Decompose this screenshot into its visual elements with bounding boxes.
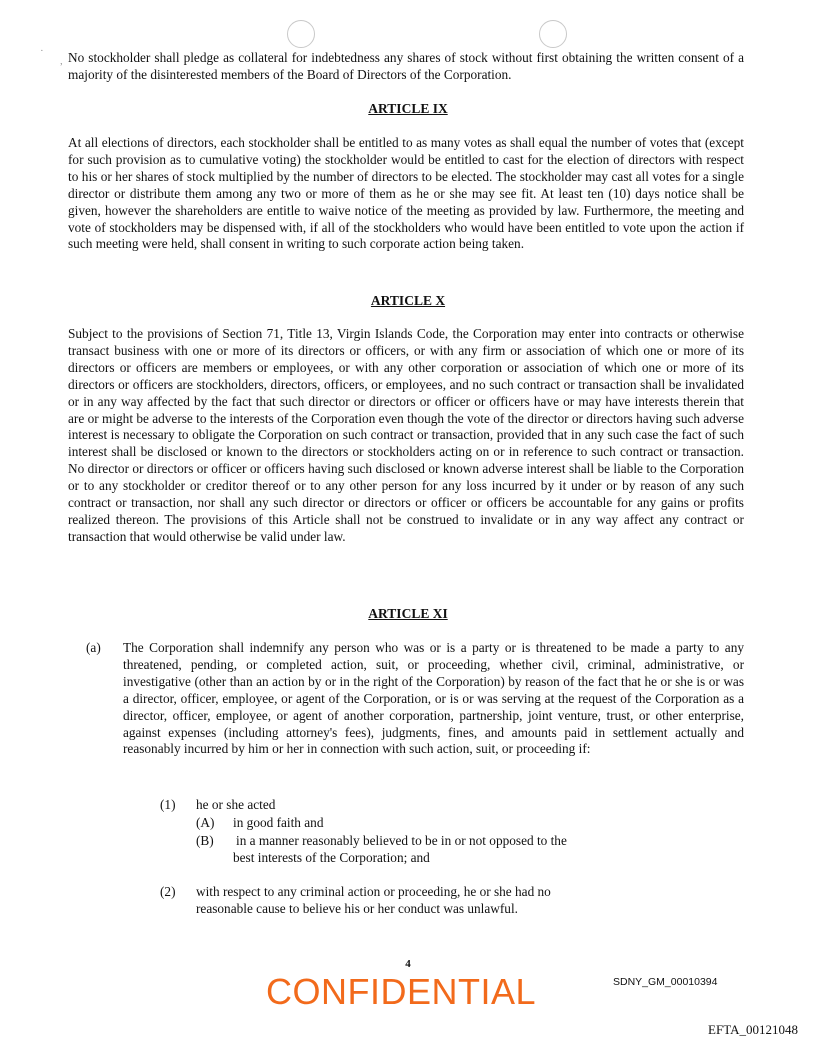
punch-hole-right [539,20,567,48]
item-text-B-line2: best interests of the Corporation; and [233,850,430,865]
heading-article-xi: ARTICLE XI [368,606,448,621]
paragraph-article-ix: At all elections of directors, each stockholder shall be entitled to as many votes as shall equal the number of votes that (except for such provision as to cumulative voting) the stockholder would be entitled to cast for the election of directors with respect to his or her shares of stock multiplied by the number of directors to be elected. The stockholder may cast all votes for a single director or distribute them among any two or more of them as he or she may see fit. At least ten (10) days notice shall be given, however the shareholders are entitle to waive notice of the meeting as provided by law. Furthermore, the meeting and vote of stockholders may be dispensed with, if all of the stockholders who would have been entitled to vote upon the action if such meeting were held, shall consent in writing to such corporate action being taken. [68,135,744,252]
item-label-A: (A) [196,815,215,830]
punch-hole-left [287,20,315,48]
scan-speck: · [40,45,44,57]
item-label-1: (1) [160,797,176,812]
item-text-B-line1: in a manner reasonably believed to be in or not opposed to the [236,833,567,848]
page-number: 4 [405,958,411,970]
clause-label-a: (a) [86,640,101,655]
heading-article-x: ARTICLE X [370,293,446,308]
efta-number: EFTA_00121048 [708,1022,798,1037]
item-text-2-line2: reasonable cause to believe his or her conduct was unlawful. [196,901,518,916]
confidential-stamp: CONFIDENTIAL [266,971,537,1012]
paragraph-article-xi-a: The Corporation shall indemnify any person who was or is a party or is threatened to be made a party to any threatened, pending, or completed action, suit, or proceeding, whether civil, criminal, administrative, or investigative (other than an action by or in the right of the Corporation) by reason of the fact that he or she is or was a director, officer, employee, or agent of the Corporation, or is or was serving at the request of the Corporation as a director, officer, employee, or agent of another corporation, partnership, joint venture, trust, or other enterprise, against expenses (including attorney's fees), judgments, fines, and amounts paid in settlement actually and reasonably incurred by him or her in connection with such action, suit, or proceeding if: [123,640,744,757]
item-text-2-line1: with respect to any criminal action or proceeding, he or she had no [196,884,551,899]
item-label-2: (2) [160,884,176,899]
paragraph-article-x: Subject to the provisions of Section 71, Title 13, Virgin Islands Code, the Corporation may enter into contracts or otherwise transact business with one or more of its directors or officers, or with any firm or association of which one or more of its directors or officers are members or employees, or with any other corporation or association of which one or more of its directors or officers are stockholders, directors, officers, or employees, and no such contract or transaction shall be invalidated or in any way affected by the fact that such director or directors or officer or officers have or may have interests therein that are or might be adverse to the interests of the Corporation even though the vote of the director or directors having such adverse interest is necessary to obligate the Corporation on such contract or transaction, provided that in any such case the fact of such interest shall be disclosed or known to the directors or stockholders acting on or in reference to such contract or transaction. No director or directors or officer or officers having such disclosed or known adverse interest shall be liable to the Corporation or to any stockholder or creditor thereof or to any other person for any loss incurred by it under or by reason of any such contract or transaction, nor shall any such director or directors or officer or officers be accountable for any gains or profits realized thereon. The provisions of this Article shall not be construed to invalidate or in any way affect any contract or transaction that would otherwise be valid under law. [68,326,744,544]
item-text-1: he or she acted [196,797,276,812]
bates-number: SDNY_GM_00010394 [613,976,718,988]
scan-speck: , [60,55,63,67]
item-label-B: (B) [196,833,214,848]
heading-article-ix: ARTICLE IX [368,101,448,116]
item-text-A: in good faith and [233,815,324,830]
paragraph-pledge: No stockholder shall pledge as collateral for indebtedness any shares of stock without first obtaining the written consent of a majority of the disinterested members of the Board of Directors of the Corporation. [68,50,744,82]
